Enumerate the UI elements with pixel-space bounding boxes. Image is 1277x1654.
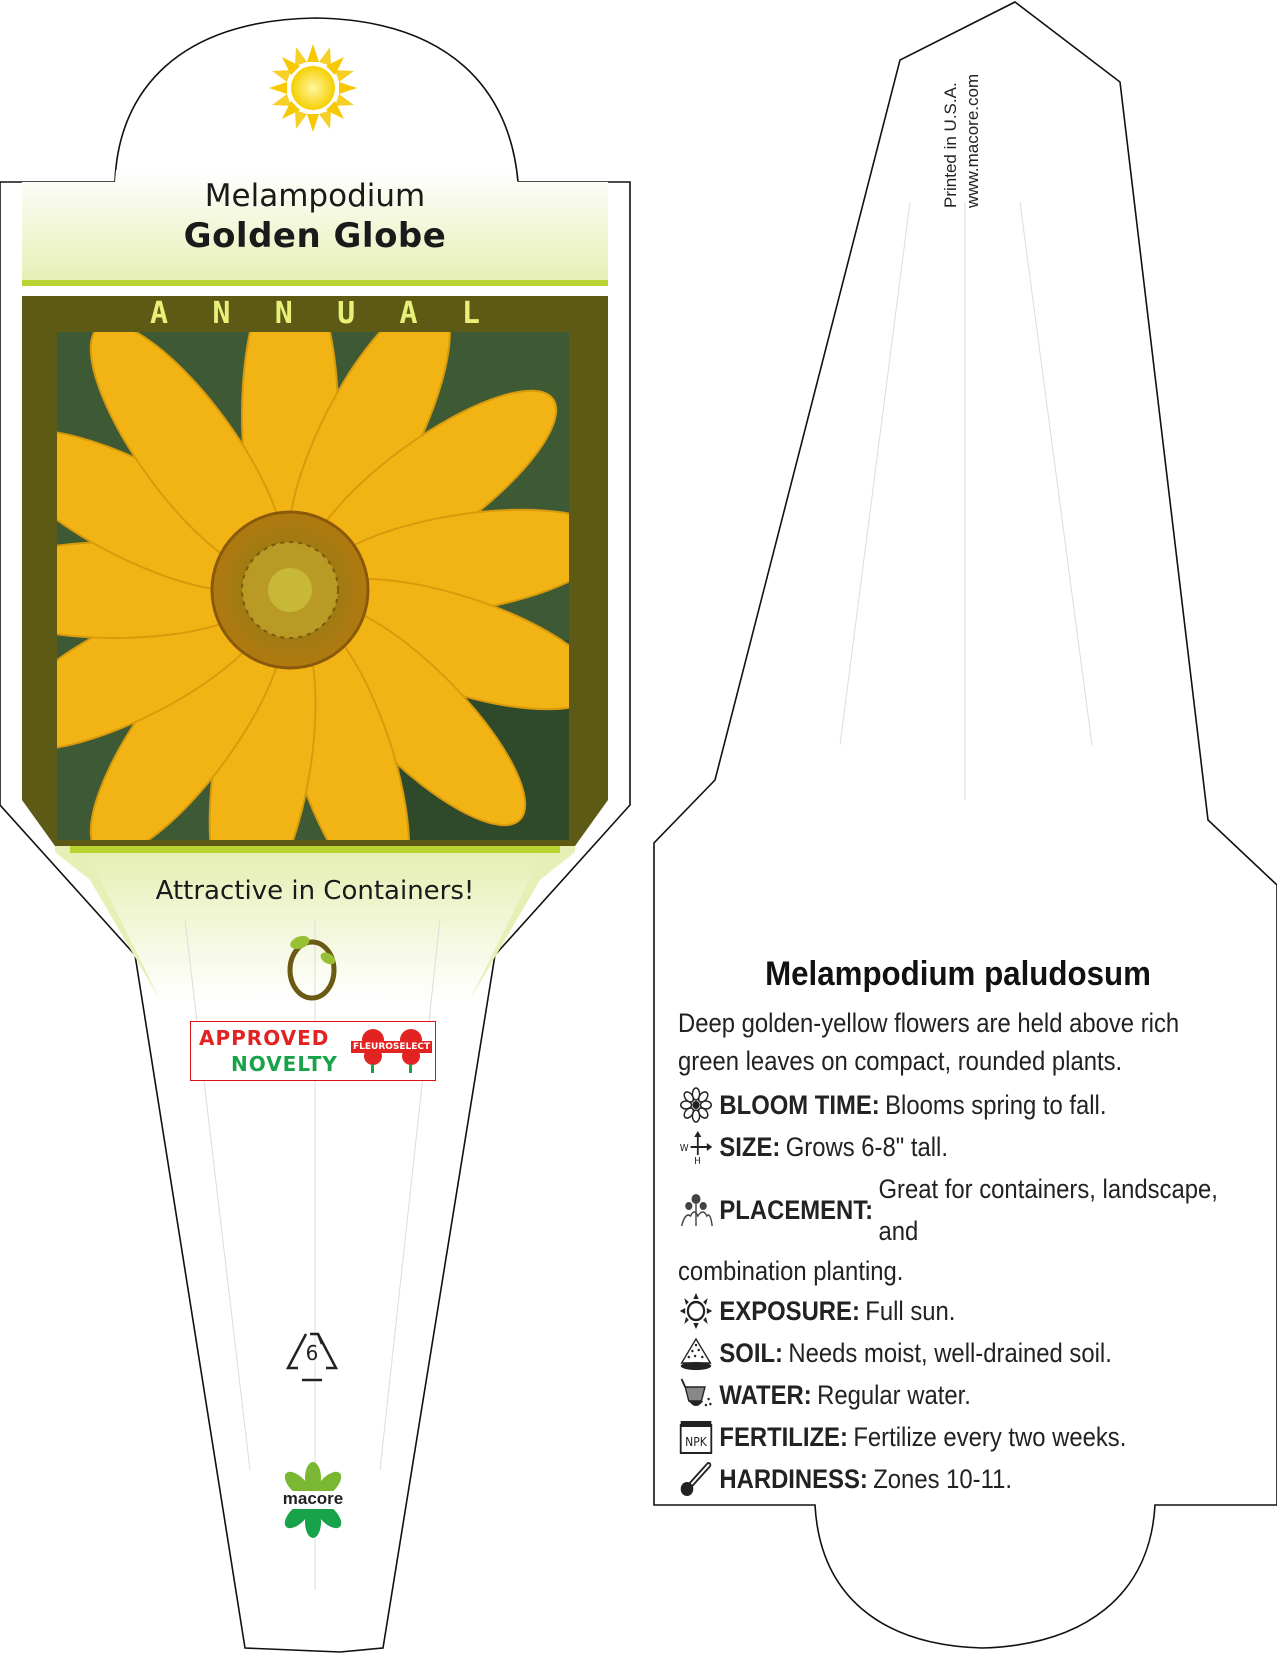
- size-row: [678, 1126, 1236, 1168]
- exposure-value: Full sun.: [865, 1296, 956, 1326]
- category-letter: U: [337, 296, 356, 331]
- sun-icon: [269, 44, 357, 132]
- soil-value: Needs moist, well-drained soil.: [788, 1338, 1112, 1368]
- fleuroselect-label: FLEUROSELECT: [353, 1042, 431, 1052]
- thermometer-icon: [678, 1461, 714, 1497]
- water-label: WATER:: [719, 1380, 812, 1410]
- npk-text: NPK: [685, 1434, 707, 1450]
- size-label: SIZE:: [719, 1132, 781, 1162]
- bloom-time-row: [678, 1084, 1236, 1126]
- recycle-number: 6: [305, 1341, 319, 1365]
- placement-value-cont: combination planting.: [678, 1256, 904, 1286]
- description: Deep golden-yellow flowers are held above rich green leaves on compact, rounded plants.: [678, 1008, 1180, 1076]
- category-label: [150, 296, 480, 331]
- npk-fertilizer-icon: [678, 1419, 714, 1455]
- size-w: W: [679, 1142, 689, 1155]
- placement-row: [678, 1168, 1236, 1252]
- size-arrows-icon: [678, 1129, 714, 1165]
- category-letter: A: [150, 296, 169, 331]
- size-value: Grows 6-8" tall.: [785, 1132, 948, 1162]
- hardiness-label: HARDINESS:: [719, 1464, 868, 1494]
- size-h: H: [694, 1155, 701, 1165]
- flower-photo: [0, 265, 619, 919]
- macore-logo-text: macore: [282, 1489, 344, 1508]
- placement-plants-icon: [678, 1192, 714, 1228]
- fertilize-label: FERTILIZE:: [719, 1422, 848, 1452]
- variety-name: Golden Globe: [183, 216, 447, 256]
- placement-value: Great for containers, landscape, and: [878, 1174, 1218, 1246]
- soil-row: [678, 1332, 1236, 1374]
- badge-line1: APPROVED: [199, 1026, 330, 1050]
- exposure-label: EXPOSURE:: [719, 1296, 860, 1326]
- tagline: Attractive in Containers!: [155, 876, 475, 906]
- approved-novelty-badge: [190, 1021, 436, 1081]
- hardiness-row: [678, 1458, 1236, 1500]
- bloom-value: Blooms spring to fall.: [885, 1090, 1107, 1120]
- care-info: [678, 955, 1238, 1500]
- hardiness-value: Zones 10-11.: [873, 1464, 1012, 1494]
- printed-line1: Printed in U.S.A.: [941, 82, 960, 208]
- exposure-row: [678, 1290, 1236, 1332]
- flower-icon: [678, 1087, 714, 1123]
- fertilize-row: [678, 1416, 1236, 1458]
- category-letter: L: [461, 296, 480, 331]
- printed-line2: www.macore.com: [963, 73, 982, 208]
- badge-line2: NOVELTY: [231, 1052, 338, 1076]
- category-letter: N: [212, 296, 231, 331]
- fertilize-value: Fertilize every two weeks.: [853, 1422, 1127, 1452]
- sun-exposure-icon: [678, 1293, 714, 1329]
- category-letter: A: [399, 296, 418, 331]
- soil-label: SOIL:: [719, 1338, 784, 1368]
- printed-in-usa: [940, 48, 984, 208]
- watering-can-icon: [678, 1377, 714, 1413]
- water-row: [678, 1374, 1236, 1416]
- category-letter: N: [274, 296, 293, 331]
- botanical-name: Melampodium paludosum: [765, 955, 1151, 993]
- placement-label: PLACEMENT:: [719, 1195, 874, 1225]
- bloom-label: BLOOM TIME:: [719, 1090, 880, 1120]
- common-name: Melampodium: [204, 178, 426, 214]
- water-value: Regular water.: [817, 1380, 971, 1410]
- soil-icon: [678, 1335, 714, 1371]
